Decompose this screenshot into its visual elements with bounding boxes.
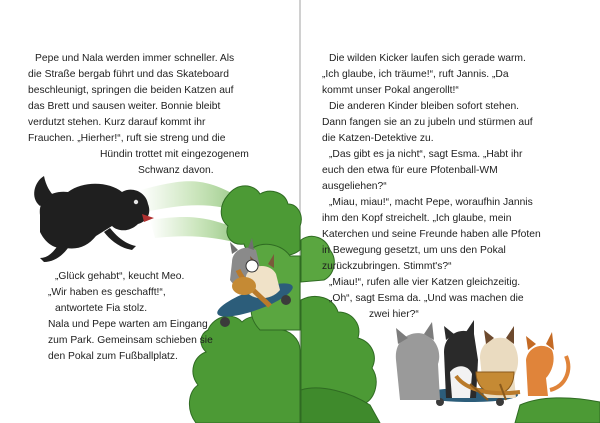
text-line: Hündin trottet mit eingezogenem <box>100 149 249 160</box>
text-line: „Wir haben es geschafft!“, <box>48 287 166 298</box>
text-line: Frauchen. „Hierher!“, ruft sie streng und die <box>28 133 226 144</box>
text-line: ihm den Kopf streichelt. „Ich glaube, mein <box>322 213 512 224</box>
text-line: „Das gibt es ja nicht“, sagt Esma. „Habt ihr <box>329 149 523 160</box>
text-line: Pepe und Nala werden immer schneller. Als <box>35 53 235 64</box>
text-line: zurückzubringen. Stimmt's?“ <box>322 261 452 272</box>
text-line: den Pokal zum Fußballplatz. <box>48 351 178 362</box>
text-line: Die wilden Kicker laufen sich gerade warm. <box>329 53 526 64</box>
text-line: „Oh“, sagt Esma da. „Und was machen die <box>329 293 524 304</box>
text-line: zum Park. Gemeinsam schieben sie <box>48 335 213 346</box>
text-line: die Straße bergab führt und das Skateboard <box>28 69 229 80</box>
text-line: Dann fangen sie an zu jubeln und stürmen auf <box>322 117 533 128</box>
text-line: zwei hier?“ <box>369 309 419 320</box>
text-line: Katerchen und seine Freunde haben alle Pfoten <box>322 229 541 240</box>
text-line: antwortete Fia stolz. <box>55 303 148 314</box>
text-line: in Bewegung gesetzt, um uns den Pokal <box>322 245 506 256</box>
text-line: „Ich glaube, ich träume!“, ruft Jannis. „Da <box>322 69 509 80</box>
left-top-paragraph <box>28 51 278 179</box>
text-line: Die anderen Kinder bleiben sofort stehen. <box>329 101 520 112</box>
text-line: das Brett und sausen weiter. Bonnie bleibt <box>28 101 221 112</box>
text-line: ausgeliehen?“ <box>322 181 387 192</box>
text-line: „Miau!“, rufen alle vier Katzen gleichzeitig. <box>329 277 521 288</box>
right-paragraph <box>322 51 582 323</box>
dog-bonnie <box>34 176 154 262</box>
text-line: Schwanz davon. <box>138 165 214 176</box>
left-bottom-paragraph <box>48 269 258 365</box>
four-cats-with-trophy <box>396 320 568 406</box>
text-line: verdutzt stehen. Kurz darauf kommt ihr <box>28 117 206 128</box>
text-line: beschleunigt, springen die beiden Katzen auf <box>28 85 234 96</box>
text-line: euch den etwa für eure Pfotenball-WM <box>322 165 498 176</box>
text-line: Nala und Pepe warten am Eingang <box>48 319 208 330</box>
text-line: „Glück gehabt“, keucht Meo. <box>55 271 185 282</box>
text-line: „Miau, miau!“, macht Pepe, woraufhin Jannis <box>329 197 533 208</box>
text-line: kommt unser Pokal angerollt!“ <box>322 85 459 96</box>
text-line: die Katzen-Detektive zu. <box>322 133 434 144</box>
